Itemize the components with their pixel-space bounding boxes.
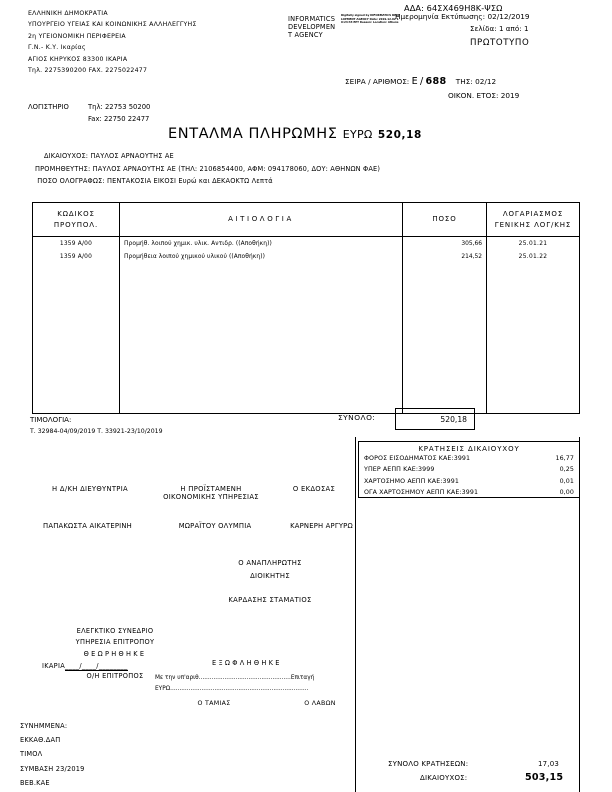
- deduction-label: ΟΓΑ ΧΑΡΤΟΣΗΜΟΥ ΑΕΠΠ ΚΑΕ:3991: [364, 488, 479, 496]
- ida-line-2: DEVELOPMEN: [288, 22, 336, 31]
- org-line-4: Γ.Ν.- Κ.Υ. Ικαρίας: [28, 44, 86, 52]
- cell-account: 25.01.22: [486, 250, 579, 263]
- ada-value: 64ΣΧ469Η8Κ-ΨΣΩ: [426, 3, 503, 13]
- cell-description: Προμήθεια λοιπού χημικού υλικού ((Αποθήκη)): [119, 250, 402, 263]
- signature-titles: [28, 485, 358, 501]
- audit-date-blank: ____/____/________: [65, 662, 128, 670]
- fiscal-year-label: ΟΙΚΟΝ. ΕΤΟΣ:: [448, 91, 499, 100]
- ida-line-1: INFORMATICS: [288, 15, 336, 23]
- deductions-title: ΚΡΑΤΗΣΕΙΣ ΔΙΚΑΙΟΥΧΟΥ: [418, 445, 520, 453]
- amount-words: ΠΕΝΤΑΚΟΣΙΑ ΕΙΚΟΣΙ Ευρώ και ΔΕΚΑΟΚΤΩ Λεπτά: [107, 177, 273, 186]
- invoices-list: Τ. 32984-04/09/2019 Τ. 33921-23/10/2019: [30, 428, 163, 435]
- supplier-label: ΠΡΟΜΗΘΕΥΤΗΣ:: [35, 164, 91, 173]
- net-payable-value: 503,15: [525, 772, 564, 783]
- signature-names: [20, 522, 368, 530]
- signature-title-3: Ο ΕΚΔΟΣΑΣ: [292, 485, 336, 493]
- cell-account: 25.01.21: [486, 237, 579, 250]
- total-deductions-row: [388, 760, 560, 768]
- ida-line-3: T AGENCY: [288, 30, 323, 39]
- receipt-line1-dots: ..................................................: [198, 675, 291, 681]
- column-header-account: [486, 203, 579, 236]
- serial-date-label: ΤΗΣ:: [455, 77, 473, 86]
- serial-series: Ε: [411, 76, 418, 87]
- organization-header: [28, 8, 197, 76]
- deputy-title-line1: Ο ΑΝΑΠΛΗΡΩΤΗΣ: [238, 559, 302, 567]
- invoices-block: [30, 414, 163, 438]
- deduction-label: ΧΑΡΤΟΣΗΜΟ ΑΕΠΠ ΚΑΕ:3991: [364, 477, 459, 485]
- paid-stamp-label: ΕΞΩΦΛΗΘΗΚΕ: [212, 659, 282, 667]
- org-line-2: ΥΠΟΥΡΓΕΙΟ ΥΓΕΙΑΣ ΚΑΙ ΚΟΙΝΩΝΙΚΗΣ ΑΛΛΗΛΕΓΓΥΗΣ: [28, 21, 197, 29]
- net-payable-row: [420, 772, 564, 783]
- attachment-item: ΤΙΜΟΛ: [20, 750, 43, 759]
- deduction-value: 0,01: [559, 477, 574, 485]
- cell-code: 1359 Α/00: [59, 240, 93, 247]
- signature-title-1: Η Δ/ΚΗ ΔΙΕΥΘΥΝΤΡΙΑ: [52, 485, 128, 493]
- document-type-label: ΠΡΩΤΟΤΥΠΟ: [470, 38, 530, 48]
- audit-line-2: ΥΠΗΡΕΣΙΑ ΕΠΙΤΡΟΠΟΥ: [75, 638, 155, 647]
- signature-title-2: Η ΠΡΟΪΣΤΑΜΕΝΗ: [180, 485, 242, 493]
- deputy-governor-name: ΚΑΡΔΑΣΗΣ ΣΤΑΜΑΤΙΟΣ: [228, 596, 312, 604]
- attachment-item: ΒΕΒ.ΚΑΕ: [20, 778, 50, 787]
- accounting-phone: 22753 50200: [104, 103, 151, 111]
- column-header-account-line2: ΓΕΝΙΚΗΣ ΛΟΓ/ΚΗΣ: [494, 220, 572, 229]
- table-row: [33, 237, 579, 250]
- org-line-3: 2η ΥΓΕΙΟΝΟΜΙΚΗ ΠΕΡΙΦΕΡΕΙΑ: [28, 32, 126, 40]
- cashier-label: Ο ΤΑΜΙΑΣ: [197, 700, 231, 707]
- receipt-line2-dots: ...........................................................................: [170, 686, 309, 692]
- receiver-label: Ο ΛΑΒΩΝ: [304, 700, 336, 707]
- deduction-row: [359, 453, 579, 464]
- column-header-description: [119, 203, 402, 236]
- receipt-line1-prefix: Με την υπ'αριθ: [155, 675, 199, 681]
- audit-city: ΙΚΑΡΙΑ: [42, 662, 66, 670]
- column-header-description-text: ΑΙΤΙΟΛΟΓΙΑ: [228, 215, 294, 223]
- page-title: [168, 126, 422, 142]
- page-number: Σελίδα: 1 από: 1: [470, 24, 529, 33]
- deduction-row: [359, 476, 579, 487]
- signature-name-3: ΚΑΡΝΕΡΗ ΑΡΓΥΡΩ: [290, 522, 353, 530]
- deduction-row: [359, 464, 579, 475]
- attachments-block: [20, 719, 85, 790]
- receipt-line1-suffix: Επιταγή: [290, 675, 315, 681]
- deduction-label: ΦΟΡΟΣ ΕΙΣΟΔΗΜΑΤΟΣ ΚΑΕ:3991: [364, 455, 471, 462]
- audit-commissioner-label: Ο/Η ΕΠΙΤΡΟΠΟΣ: [86, 672, 144, 680]
- deduction-label: ΥΠΕΡ ΑΕΠΠ ΚΑΕ:3999: [364, 466, 435, 474]
- line-items-table: [32, 202, 580, 414]
- accounting-fax: 22750 22477: [103, 115, 150, 123]
- org-line-5: ΑΓΙΟΣ ΚΗΡΥΚΟΣ 83300 ΙΚΑΡΙΑ: [28, 55, 128, 63]
- supplier-name: ΠΑΥΛΟΣ ΑΡΝΑΟΥΤΗΣ ΑΕ (ΤΗΛ: 2106854400, ΑΦΜ: 094178060, ΔΟΥ: ΑΘΗΝΩΝ ΦΑΕ): [92, 164, 381, 173]
- title-main: ΕΝΤΑΛΜΑ ΠΛΗΡΩΜΗΣ: [168, 126, 338, 142]
- total-deductions-label: ΣΥΝΟΛΟ ΚΡΑΤΗΣΕΩΝ:: [388, 760, 469, 768]
- title-currency: ΕΥΡΩ: [342, 128, 373, 141]
- serial-date: 02/12: [475, 77, 497, 86]
- column-header-code: [33, 203, 119, 236]
- table-body: [33, 237, 579, 263]
- ida-agency-label: [288, 16, 335, 39]
- serial-number: 688: [425, 76, 447, 87]
- receipt-block: [155, 673, 367, 695]
- attachment-item: ΕΚΚΑΘ.ΔΑΠ: [20, 736, 61, 745]
- serial-number-line: [345, 76, 496, 87]
- serial-separator: /: [419, 76, 424, 87]
- deductions-box: [358, 441, 580, 498]
- signature-title-2-sub: ΟΙΚΟΝΟΜΙΚΗΣ ΥΠΗΡΕΣΙΑΣ: [163, 493, 259, 501]
- audit-court-block: [50, 626, 180, 660]
- audit-line-1: ΕΛΕΓΚΤΙΚΟ ΣΥΝΕΔΡΙΟ: [76, 627, 154, 635]
- column-header-code-line2: ΠΡΟΥΠΟΛ.: [53, 220, 99, 229]
- signature-name-2: ΜΩΡΑΪΤΟΥ ΟΛΥΜΠΙΑ: [178, 522, 252, 530]
- fiscal-year-line: [448, 91, 519, 100]
- attachment-item: ΣΥΜΒΑΣΗ 23/2019: [20, 764, 85, 773]
- payee-name: ΠΑΥΛΟΣ ΑΡΝΑΟΥΤΗΣ ΑΕ: [90, 152, 174, 160]
- column-header-amount: [402, 203, 486, 236]
- cell-amount: 214,52: [402, 250, 486, 263]
- accounting-phone-label: Τηλ:: [88, 103, 103, 111]
- receipt-line2-prefix: ΕΥΡΩ: [155, 686, 171, 692]
- net-payable-label: ΔΙΚΑΙΟΥΧΟΣ:: [420, 774, 468, 782]
- audit-line-3: ΘΕΩΡΗΘΗΚΕ: [83, 649, 147, 658]
- title-amount: 520,18: [377, 129, 422, 141]
- serial-label: ΣΕΙΡΑ / ΑΡΙΘΜΟΣ:: [345, 77, 410, 86]
- cell-amount: 305,66: [402, 237, 486, 250]
- org-line-6: Τηλ. 2275390200 FAX. 2275022477: [28, 67, 148, 75]
- cell-code: 1359 Α/00: [59, 253, 93, 260]
- payee-label: ΔΙΚΑΙΟΥΧΟΣ:: [43, 152, 89, 160]
- attachments-label: ΣΥΝΗΜΜΕΝΑ:: [20, 722, 68, 730]
- receipt-signature-row: [155, 700, 367, 707]
- deduction-value: 16,77: [555, 455, 574, 462]
- total-value: 520,18: [395, 408, 475, 430]
- fiscal-year-value: 2019: [500, 91, 520, 100]
- table-row: [33, 250, 579, 263]
- ada-label: ΑΔΑ:: [404, 3, 424, 13]
- digital-signature-stamp: Digitally signed by INFORMATICS DEVELOPMENT AGENCY Date: 2019.12.02 10:24:33 EET Reason: Location: Athens: [341, 13, 400, 24]
- column-header-code-line1: ΚΩΔΙΚΟΣ: [57, 209, 95, 218]
- deduction-value: 0,00: [559, 488, 574, 496]
- invoices-label: ΤΙΜΟΛΟΓΙΑ:: [30, 416, 72, 424]
- accounting-contact: [28, 101, 150, 125]
- deputy-governor-title: [170, 557, 370, 582]
- audit-date-field: [42, 662, 128, 671]
- accounting-fax-label: Fax:: [88, 115, 102, 123]
- signature-name-1: ΠΑΠΑΚΩΣΤΑ ΑΙΚΑΤΕΡΙΝΗ: [43, 522, 132, 530]
- total-label: ΣΥΝΟΛΟ:: [338, 413, 376, 422]
- column-header-amount-text: ΠΟΣΟ: [432, 215, 457, 223]
- beneficiary-block: [35, 150, 380, 188]
- deduction-value: 0,25: [559, 466, 574, 474]
- total-deductions-value: 17,03: [538, 760, 560, 768]
- org-line-1: ΕΛΛΗΝΙΚΗ ΔΗΜΟΚΡΑΤΙΑ: [28, 10, 108, 17]
- cell-description: Προμήθ. λοιπού χημικ. υλικ. Αντιδρ. ((Αποθήκη)): [119, 237, 402, 250]
- column-header-account-line1: ΛΟΓΑΡΙΑΣΜΟΣ: [502, 209, 564, 218]
- accounting-label: ΛΟΓΙΣΤΗΡΙΟ: [28, 103, 69, 111]
- deputy-title-line2: ΔΙΟΙΚΗΤΗΣ: [250, 571, 290, 580]
- deduction-row: [359, 487, 579, 498]
- amount-words-label: ΠΟΣΟ ΟΛΟΓΡΑΦΩΣ:: [37, 177, 105, 186]
- table-header-row: [33, 203, 579, 237]
- print-date: Ημερομηνία Εκτύπωσης: 02/12/2019: [395, 12, 530, 21]
